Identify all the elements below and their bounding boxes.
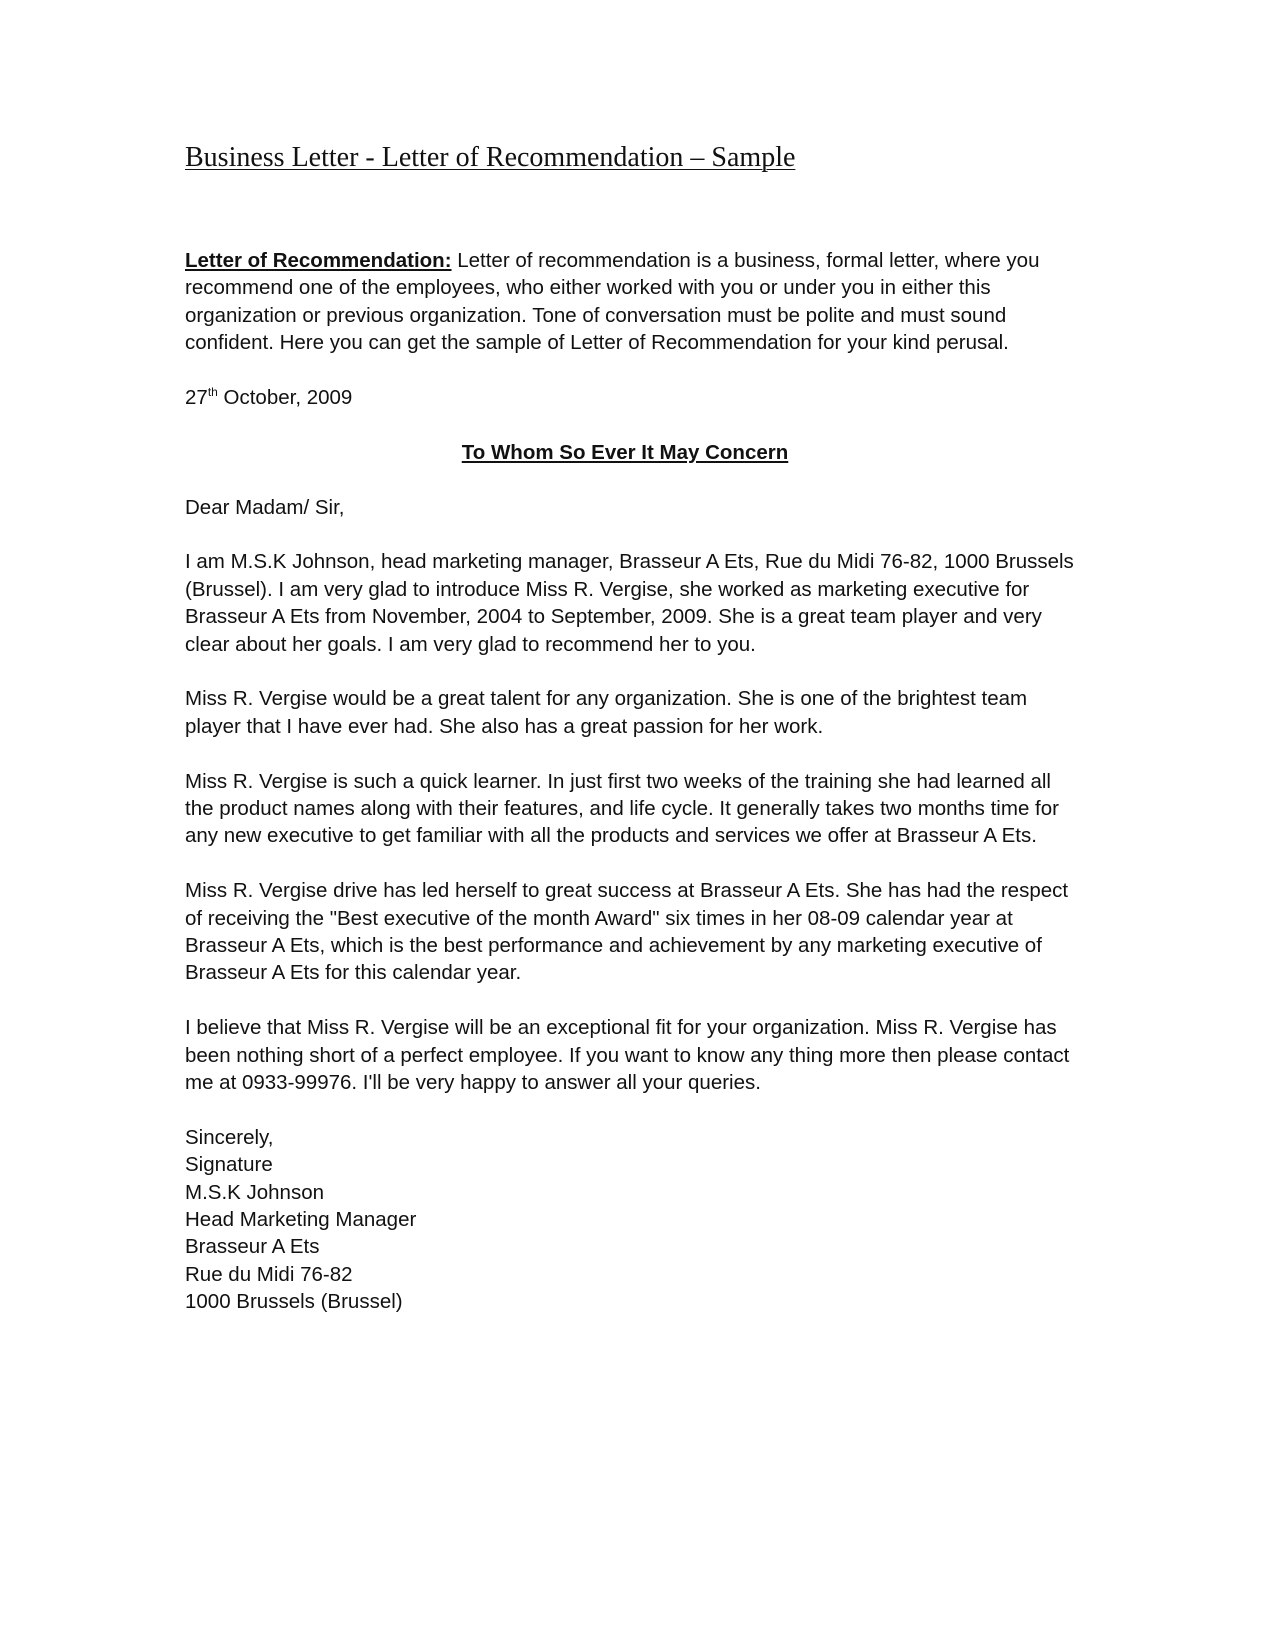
signer-street: Rue du Midi 76-82: [185, 1262, 353, 1286]
letter-page: [185, 140, 1085, 1316]
date-suffix: th: [207, 385, 218, 400]
body-paragraph-5: I believe that Miss R. Vergise will be an exceptional fit for your organization. Miss R. Vergise has been nothing short of a perfect employee. If you want to know any thing more then please contact me at 0933-99976. I'll be very happy to answer all your queries.: [185, 1016, 1070, 1095]
body-paragraph-4: Miss R. Vergise drive has led herself to great success at Brasseur A Ets. She has had the respect of receiving the "Best executive of the month Award" six times in her 08-09 calendar year at Brasseur A Ets, which is the best performance and achievement by any marketing executive of Brasseur A Ets for this calendar year.: [185, 879, 1069, 985]
signer-city: 1000 Brussels (Brussel): [185, 1290, 403, 1314]
salutation: Dear Madam/ Sir,: [185, 495, 345, 519]
date-day: 27: [185, 386, 208, 410]
sign-off: Sincerely,: [185, 1125, 274, 1149]
body-paragraph-2: Miss R. Vergise would be a great talent for any organization. She is one of the brightest team player that I have ever had. She also has a great passion for her work.: [185, 687, 1028, 738]
document-title: Business Letter - Letter of Recommendation – Sample: [185, 142, 796, 173]
signer-company: Brasseur A Ets: [185, 1235, 320, 1259]
body-paragraph-3: Miss R. Vergise is such a quick learner. In just first two weeks of the training she had learned all the product names along with their features, and life cycle. It generally takes two months time for any new executive to get familiar with all the products and services we offer at Brasseur A Ets.: [185, 769, 1059, 848]
body-paragraph-1: I am M.S.K Johnson, head marketing manager, Brasseur A Ets, Rue du Midi 76-82, 1000 Brussels (Brussel). I am very glad to introduce Miss R. Vergise, she worked as marketing executive for Brasseur A Ets from November, 2004 to September, 2009. She is a great team player and very clear about her goals. I am very glad to recommend her to you.: [185, 550, 1074, 656]
intro-paragraph: [185, 247, 1085, 357]
signer-name: M.S.K Johnson: [185, 1180, 325, 1204]
intro-label: Letter of Recommendation:: [185, 249, 452, 272]
date-rest: October, 2009: [217, 386, 353, 410]
signer-position: Head Marketing Manager: [185, 1208, 417, 1232]
signature-line: Signature: [185, 1153, 273, 1177]
subject-line: To Whom So Ever It May Concern: [461, 440, 789, 464]
letter-date: [185, 384, 1085, 411]
signature-block: [185, 1124, 1085, 1316]
intro-text: Letter of recommendation is a business, formal letter, where you recommend one of the employees, who either worked with you or under you in either this organization or previous organization. Tone of conversation must be polite and must sound confident. Here you can get the sample of Letter of Recommendation for your kind perusal.: [185, 249, 1040, 355]
